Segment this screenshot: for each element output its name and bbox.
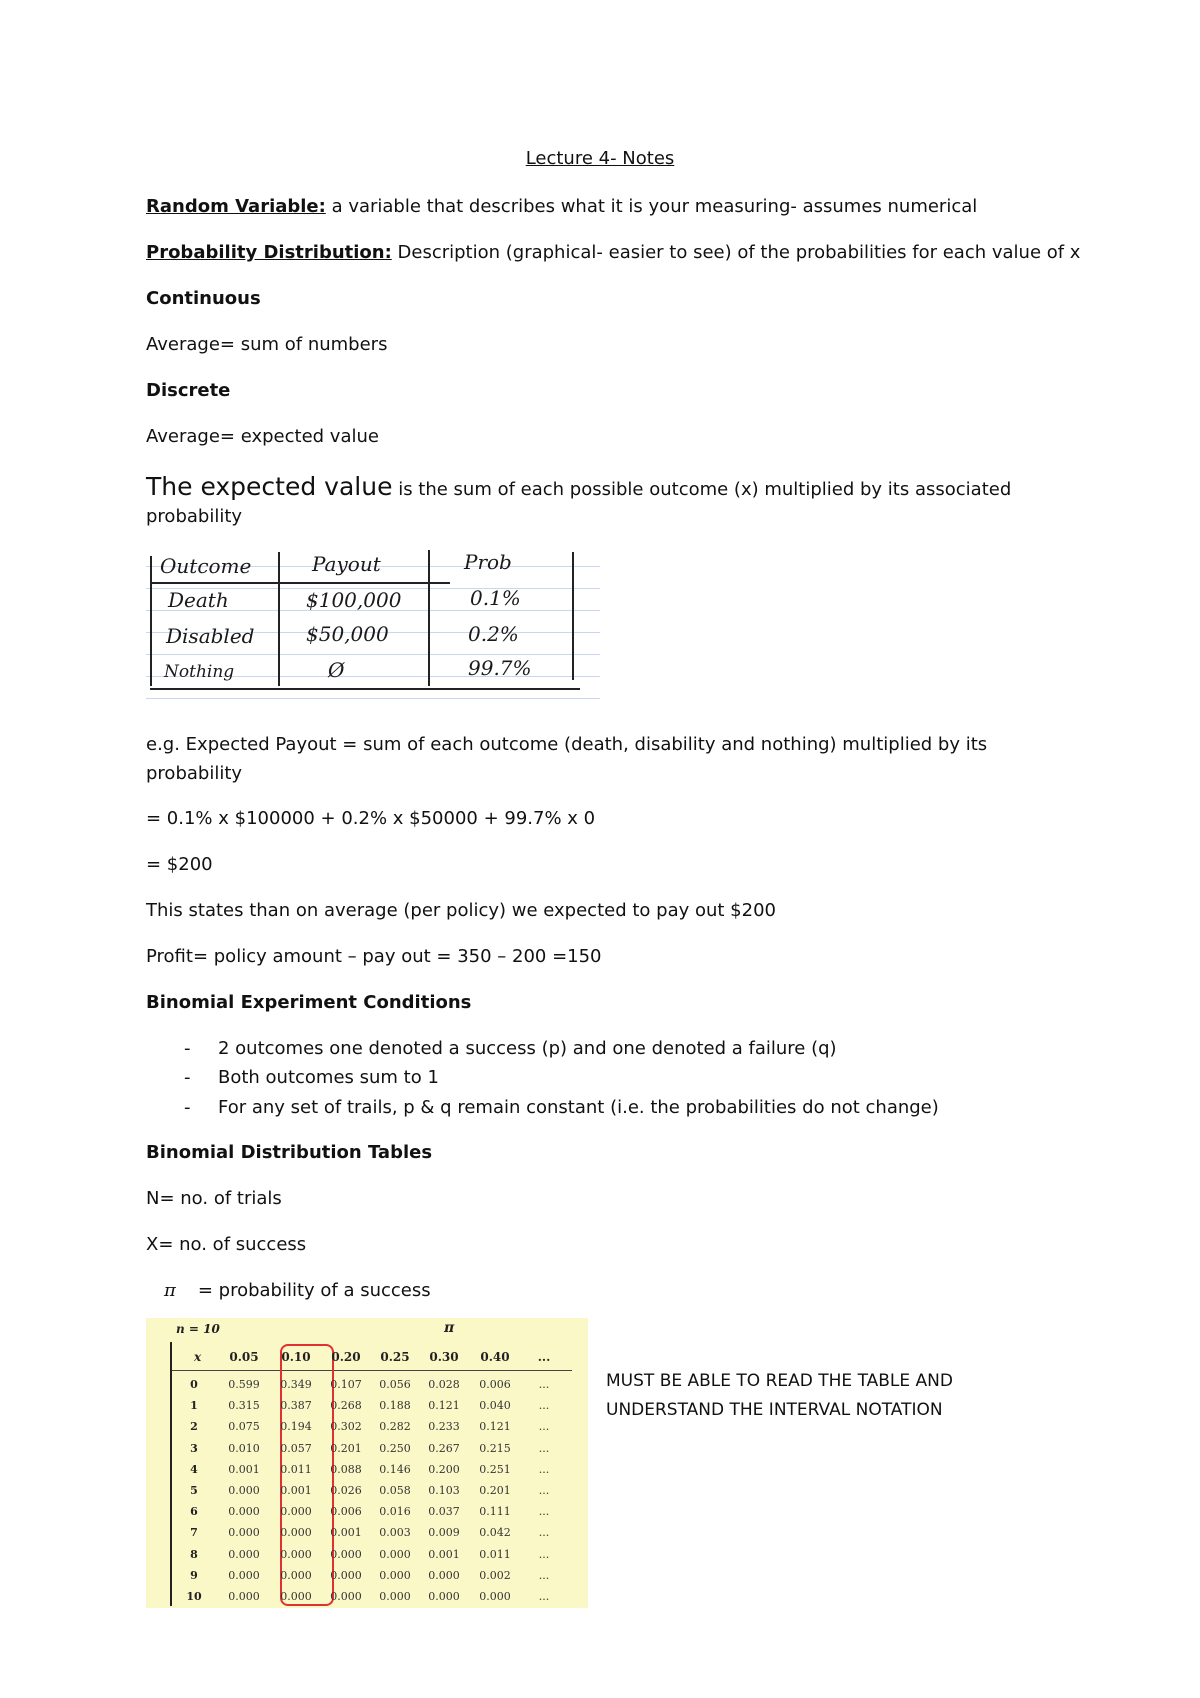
- table-cell: 0.088: [330, 1462, 362, 1476]
- note-line-1: MUST BE ABLE TO READ THE TABLE AND: [606, 1371, 953, 1391]
- table-cell: 0.010: [228, 1441, 260, 1455]
- probability-distribution-definition: [146, 242, 1080, 264]
- table-note: [606, 1367, 953, 1425]
- probability-distribution-term: Probability Distribution:: [146, 242, 392, 263]
- binomial-tables-heading: Binomial Distribution Tables: [146, 1142, 433, 1163]
- binomial-condition-item: - Both outcomes sum to 1: [184, 1067, 439, 1088]
- hand-row-nothing-payout: Ø: [328, 658, 345, 682]
- table-n-label: n = 10: [176, 1322, 220, 1336]
- table-row-label: 6: [190, 1505, 198, 1519]
- table-cell: 0.194: [280, 1420, 312, 1434]
- example-line-2: probability: [146, 763, 243, 784]
- table-cell: 0.037: [428, 1505, 460, 1519]
- random-variable-definition: [146, 196, 977, 218]
- table-pi-label: π: [444, 1320, 455, 1336]
- hand-row-nothing-prob: 99.7%: [468, 656, 532, 680]
- page-title: Lecture 4- Notes: [525, 148, 675, 169]
- table-cell: 0.000: [330, 1568, 362, 1582]
- table-row-label: 2: [190, 1420, 198, 1434]
- table-cell: 0.000: [379, 1590, 411, 1603]
- table-column-header: 0.20: [331, 1350, 361, 1364]
- table-cell: 0.233: [428, 1420, 460, 1434]
- table-row-label: 8: [190, 1547, 198, 1561]
- table-cell: 0.268: [330, 1399, 362, 1413]
- x-definition: X= no. of success: [146, 1234, 307, 1255]
- table-cell: 0.349: [280, 1378, 312, 1391]
- example-profit: Profit= policy amount – pay out = 350 – 200 =150: [146, 946, 602, 967]
- table-x-label: x: [194, 1350, 202, 1364]
- example-calc-1: = 0.1% x $100000 + 0.2% x $50000 + 99.7% x 0: [146, 808, 596, 829]
- hand-header-outcome: Outcome: [160, 554, 252, 578]
- table-cell: ...: [538, 1547, 550, 1561]
- table-cell: 0.201: [330, 1441, 362, 1455]
- table-left-rule: [170, 1342, 172, 1606]
- binomial-condition-item: - For any set of trails, p & q remain constant (i.e. the probabilities do not change): [184, 1097, 939, 1118]
- table-cell: ...: [538, 1505, 550, 1519]
- table-row-label: 10: [186, 1590, 202, 1603]
- binomial-conditions-heading: Binomial Experiment Conditions: [146, 992, 472, 1013]
- table-cell: 0.006: [479, 1378, 511, 1391]
- table-cell: 0.006: [330, 1505, 362, 1519]
- continuous-heading: Continuous: [146, 288, 261, 309]
- table-cell: 0.103: [428, 1484, 460, 1497]
- table-column-header: 0.40: [480, 1350, 510, 1364]
- handwritten-payout-table: [146, 548, 600, 700]
- table-header-rule: [172, 1370, 572, 1371]
- table-cell: 0.000: [228, 1568, 260, 1582]
- table-cell: 0.387: [280, 1399, 312, 1413]
- table-cell: 0.003: [379, 1526, 411, 1540]
- table-row-label: 9: [190, 1568, 198, 1582]
- binomial-condition-item: - 2 outcomes one denoted a success (p) and one denoted a failure (q): [184, 1038, 837, 1059]
- table-cell: 0.000: [228, 1526, 260, 1540]
- probability-distribution-text: Description (graphical- easier to see) of the probabilities for each value of x: [391, 242, 1081, 263]
- table-cell: 0.028: [428, 1378, 460, 1391]
- table-cell: 0.042: [479, 1526, 511, 1540]
- table-cell: 0.057: [280, 1441, 312, 1455]
- table-cell: 0.001: [428, 1547, 460, 1561]
- hand-header-prob: Prob: [464, 550, 512, 574]
- table-cell: 0.111: [479, 1505, 511, 1519]
- table-cell: 0.000: [280, 1547, 312, 1561]
- example-line-1: e.g. Expected Payout = sum of each outcome (death, disability and nothing) multiplied by its: [146, 734, 988, 755]
- hand-row-death-label: Death: [168, 588, 229, 612]
- table-cell: 0.302: [330, 1420, 362, 1434]
- table-row-label: 0: [190, 1378, 198, 1391]
- table-cell: 0.121: [479, 1420, 511, 1434]
- table-cell: 0.251: [479, 1462, 511, 1476]
- table-cell: 0.011: [280, 1462, 312, 1476]
- table-cell: 0.000: [280, 1568, 312, 1582]
- hand-row-death-prob: 0.1%: [470, 586, 521, 610]
- table-cell: 0.215: [479, 1441, 511, 1455]
- table-cell: ...: [538, 1568, 550, 1582]
- table-cell: 0.000: [330, 1590, 362, 1603]
- random-variable-text: a variable that describes what it is your measuring- assumes numerical: [325, 196, 978, 217]
- table-cell: 0.315: [228, 1399, 260, 1413]
- table-cell: ...: [538, 1399, 550, 1413]
- table-cell: 0.000: [228, 1484, 260, 1497]
- table-cell: 0.000: [228, 1590, 260, 1603]
- table-cell: 0.200: [428, 1462, 460, 1476]
- table-cell: 0.188: [379, 1399, 411, 1413]
- table-column-header: 0.05: [229, 1350, 259, 1364]
- table-cell: 0.000: [379, 1547, 411, 1561]
- hand-row-disabled-label: Disabled: [166, 624, 255, 648]
- table-cell: 0.058: [379, 1484, 411, 1497]
- table-row-label: 4: [190, 1462, 198, 1476]
- table-cell: ...: [538, 1526, 550, 1540]
- table-cell: 0.000: [228, 1547, 260, 1561]
- table-cell: 0.000: [428, 1568, 460, 1582]
- table-cell: 0.000: [280, 1505, 312, 1519]
- note-line-2: UNDERSTAND THE INTERVAL NOTATION: [606, 1400, 943, 1420]
- table-cell: 0.121: [428, 1399, 460, 1413]
- table-cell: 0.000: [280, 1590, 312, 1603]
- table-cell: 0.599: [228, 1378, 260, 1391]
- table-cell: 0.001: [280, 1484, 312, 1497]
- table-column-header: 0.25: [380, 1350, 410, 1364]
- table-cell: 0.002: [479, 1568, 511, 1582]
- expected-value-term: The expected value: [146, 472, 393, 501]
- hand-header-payout: Payout: [312, 552, 381, 576]
- table-cell: 0.000: [330, 1547, 362, 1561]
- table-cell: ...: [538, 1378, 550, 1391]
- table-row-label: 3: [190, 1441, 198, 1455]
- table-cell: ...: [538, 1420, 550, 1434]
- table-cell: 0.107: [330, 1378, 362, 1391]
- random-variable-term: Random Variable:: [146, 196, 326, 217]
- table-cell: ...: [538, 1484, 550, 1497]
- hand-row-disabled-payout: $50,000: [306, 622, 389, 646]
- table-cell: 0.146: [379, 1462, 411, 1476]
- table-cell: 0.001: [228, 1462, 260, 1476]
- example-statement: This states than on average (per policy) we expected to pay out $200: [146, 900, 776, 921]
- table-cell: 0.011: [479, 1547, 511, 1561]
- hand-row-death-payout: $100,000: [306, 588, 402, 612]
- expected-value-text: is the sum of each possible outcome (x) multiplied by its associated: [392, 479, 1012, 500]
- binomial-distribution-table: [146, 1318, 588, 1608]
- table-cell: ...: [538, 1441, 550, 1455]
- hand-row-disabled-prob: 0.2%: [468, 622, 519, 646]
- pi-definition: π = probability of a success: [164, 1280, 431, 1301]
- table-column-header: ...: [537, 1350, 551, 1364]
- n-definition: N= no. of trials: [146, 1188, 282, 1209]
- table-cell: 0.001: [330, 1526, 362, 1540]
- table-cell: 0.075: [228, 1420, 260, 1434]
- expected-value-text-cont: probability: [146, 506, 243, 527]
- table-cell: 0.056: [379, 1378, 411, 1391]
- table-cell: 0.000: [228, 1505, 260, 1519]
- table-column-header: 0.30: [429, 1350, 459, 1364]
- table-cell: 0.009: [428, 1526, 460, 1540]
- table-cell: 0.250: [379, 1441, 411, 1455]
- table-cell: 0.282: [379, 1420, 411, 1434]
- table-cell: 0.026: [330, 1484, 362, 1497]
- table-cell: 0.040: [479, 1399, 511, 1413]
- table-cell: 0.000: [379, 1568, 411, 1582]
- table-cell: 0.000: [428, 1590, 460, 1603]
- table-column-header: 0.10: [281, 1350, 311, 1364]
- table-cell: 0.000: [479, 1590, 511, 1603]
- discrete-average: Average= expected value: [146, 426, 379, 447]
- table-cell: 0.016: [379, 1505, 411, 1519]
- table-row-label: 5: [190, 1484, 198, 1497]
- expected-value-definition: [146, 472, 1011, 505]
- table-cell: ...: [538, 1590, 550, 1603]
- example-calc-2: = $200: [146, 854, 213, 875]
- hand-row-nothing-label: Nothing: [164, 662, 235, 682]
- table-cell: 0.267: [428, 1441, 460, 1455]
- continuous-average: Average= sum of numbers: [146, 334, 388, 355]
- discrete-heading: Discrete: [146, 380, 231, 401]
- table-cell: 0.201: [479, 1484, 511, 1497]
- table-row-label: 7: [190, 1526, 198, 1540]
- pi-symbol: π: [164, 1280, 176, 1301]
- table-cell: 0.000: [280, 1526, 312, 1540]
- table-row-label: 1: [190, 1399, 198, 1413]
- table-cell: ...: [538, 1462, 550, 1476]
